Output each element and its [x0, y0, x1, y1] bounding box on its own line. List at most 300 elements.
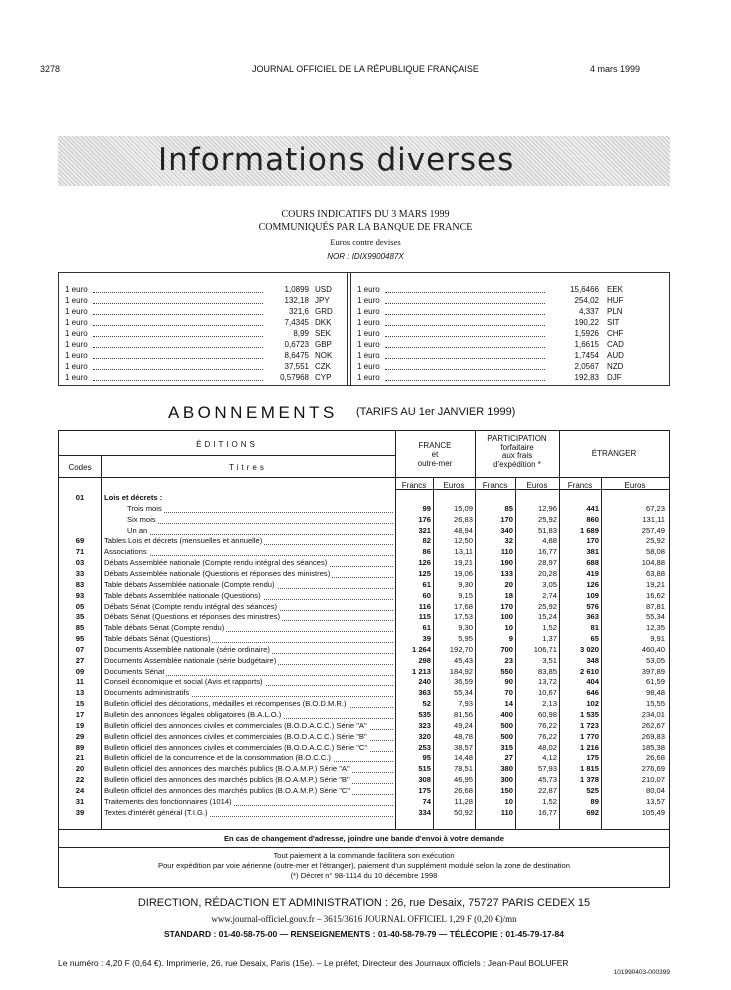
- dot-leader: [108, 555, 393, 556]
- footer: [58, 958, 670, 976]
- row-title: Un an: [127, 525, 148, 535]
- currency-code: PLN: [607, 307, 623, 316]
- price-pf: 550: [500, 666, 513, 676]
- rate-value: 7,4345: [284, 318, 309, 327]
- dot-leader: [93, 292, 263, 293]
- cours-subtitle: Euros contre devises: [330, 237, 401, 247]
- price-e: 48,78: [453, 731, 473, 741]
- dot-leader: [93, 336, 263, 337]
- row-title: Bulletin officiel des annonces civiles et commerciales (B.O.D.A.C.C.) Série "C": [104, 742, 368, 752]
- price-f: 99: [422, 503, 431, 513]
- price-xf: 363: [586, 612, 599, 622]
- price-e: 15,09: [453, 503, 473, 513]
- rate-label: 1 euro: [357, 351, 380, 360]
- row-title: Lois et décrets :: [104, 493, 163, 502]
- price-pf: 150: [500, 785, 513, 795]
- etranger-header: ÉTRANGER: [591, 449, 637, 458]
- journal-title: JOURNAL OFFICIEL DE LA RÉPUBLIQUE FRANÇAISE: [252, 64, 479, 74]
- dot-leader: [385, 358, 545, 359]
- price-xe: 210,07: [641, 775, 665, 785]
- price-e: 9,15: [458, 590, 473, 600]
- price-e: 78,51: [453, 764, 473, 774]
- price-xe: 19,21: [645, 579, 665, 589]
- price-e: 12,50: [453, 536, 473, 546]
- price-xe: 9,91: [650, 634, 665, 644]
- table-row: [59, 775, 669, 786]
- price-pf: 300: [500, 775, 513, 785]
- table-row: [59, 667, 669, 678]
- price-xf: 109: [586, 590, 599, 600]
- price-e: 14,48: [453, 753, 473, 763]
- price-e: 49,24: [453, 720, 473, 730]
- price-xe: 131,11: [642, 514, 665, 524]
- price-pf: 100: [500, 612, 513, 622]
- price-pe: 4,12: [542, 753, 557, 763]
- price-f: 82: [422, 536, 431, 546]
- table-row: [59, 699, 669, 710]
- table-row: [59, 786, 669, 797]
- rate-label: 1 euro: [357, 285, 380, 294]
- row-code: 24: [75, 785, 85, 795]
- price-xe: 26,68: [645, 753, 665, 763]
- euros-header: Euros: [624, 481, 646, 490]
- dot-leader: [385, 369, 545, 370]
- dot-leader: [93, 347, 263, 348]
- price-xf: 646: [586, 688, 599, 698]
- rate-label: 1 euro: [357, 373, 380, 382]
- row-title: Bulletin officiel des annonces des marchés publics (B.O.A.M.P.) Série "B": [104, 775, 350, 785]
- price-pe: 1,52: [542, 623, 557, 633]
- price-xe: 16,62: [645, 590, 665, 600]
- price-xf: 81: [590, 623, 599, 633]
- price-xe: 12,35: [645, 623, 665, 633]
- row-code: 93: [75, 590, 85, 600]
- price-e: 9,30: [458, 623, 473, 633]
- rate-row: [357, 373, 622, 384]
- table-row: [59, 612, 669, 623]
- price-pf: 32: [504, 536, 513, 546]
- editions-header: ÉDITIONS: [196, 440, 258, 449]
- price-xe: 15,55: [645, 699, 665, 709]
- row-code: 89: [75, 742, 85, 752]
- price-e: 19,21: [453, 558, 473, 568]
- price-f: 175: [418, 785, 431, 795]
- rate-value: 254,02: [574, 296, 599, 305]
- price-pf: 340: [500, 525, 513, 535]
- price-xf: 1 723: [579, 720, 599, 730]
- price-pf: 18: [504, 590, 513, 600]
- rate-row: [357, 296, 624, 307]
- rate-row: [65, 318, 332, 329]
- price-f: 86: [422, 547, 431, 557]
- price-pe: 51,83: [537, 525, 557, 535]
- price-pe: 22,87: [537, 785, 557, 795]
- codes-header: Codes: [68, 463, 92, 472]
- price-xf: 860: [586, 514, 599, 524]
- price-f: 308: [418, 775, 431, 785]
- price-e: 5,95: [458, 634, 473, 644]
- price-f: 116: [418, 601, 431, 611]
- price-pe: 13,72: [537, 677, 557, 687]
- rate-label: 1 euro: [65, 329, 88, 338]
- price-f: 1 264: [411, 644, 431, 654]
- price-f: 298: [418, 655, 431, 665]
- price-pf: 14: [504, 699, 513, 709]
- row-title: Table débats Assemblée nationale (Questions): [104, 590, 261, 600]
- price-f: 61: [422, 579, 431, 589]
- price-pe: 45,73: [537, 775, 557, 785]
- row-title: Trois mois: [127, 503, 162, 513]
- rate-value: 321,6: [288, 307, 309, 316]
- price-e: 48,94: [453, 525, 473, 535]
- price-xf: 1 815: [579, 764, 599, 774]
- price-xf: 688: [586, 558, 599, 568]
- dot-leader: [131, 512, 393, 513]
- table-row: [59, 536, 669, 547]
- section-banner: [58, 136, 670, 186]
- rate-value: 1,6615: [574, 340, 599, 349]
- dot-leader: [385, 303, 545, 304]
- row-code: 09: [75, 666, 85, 676]
- price-xf: 381: [586, 547, 599, 557]
- row-title: Bulletin des annonces légales obligatoires (B.A.L.O.): [104, 710, 282, 719]
- price-xf: 3 020: [579, 644, 599, 654]
- row-code: 27: [75, 655, 85, 665]
- price-xe: 25,92: [645, 536, 665, 546]
- price-e: 45,43: [453, 655, 473, 665]
- euros-header: Euros: [443, 481, 465, 490]
- rate-value: 37,551: [284, 362, 309, 371]
- price-pf: 85: [504, 503, 513, 513]
- rate-label: 1 euro: [65, 362, 88, 371]
- price-pf: 500: [500, 731, 513, 741]
- row-code: 21: [75, 753, 85, 763]
- rate-value: 8,6475: [284, 351, 309, 360]
- row-title: Table débats Sénat (Compte rendu): [104, 623, 225, 633]
- decret-note: (*) Décret n° 98-1114 du 10 décembre 1998: [290, 871, 438, 880]
- price-xe: 276,69: [641, 764, 665, 774]
- rate-label: 1 euro: [357, 307, 380, 316]
- price-f: 535: [418, 710, 431, 719]
- row-title: Bulletin officiel des annonces des marchés publics (B.O.A.M.P.) Série "A": [104, 764, 350, 774]
- row-code: 19: [75, 720, 85, 730]
- rate-label: 1 euro: [65, 307, 88, 316]
- rate-value: 8,99: [293, 329, 309, 338]
- price-xf: 1 770: [579, 731, 599, 741]
- dot-leader: [93, 380, 263, 381]
- row-title: Traitements des fonctionnaires (1014): [104, 796, 232, 806]
- price-f: 74: [422, 796, 431, 806]
- rate-row: [65, 362, 331, 373]
- price-xf: 1 216: [579, 742, 599, 752]
- price-e: 192,70: [449, 644, 473, 654]
- price-xf: 1 535: [579, 710, 599, 719]
- row-title: Table débats Assemblée nationale (Compte rendu): [104, 579, 275, 589]
- price-pf: 500: [500, 720, 513, 730]
- row-code: 01: [75, 493, 85, 502]
- row-code: 20: [75, 764, 85, 774]
- row-title: Six mois: [127, 514, 156, 524]
- direction-web: www.journal-officiel.gouv.fr – 3615/3616 JOURNAL OFFICIEL 1,29 F (0,20 €)/mn: [211, 914, 517, 924]
- rate-row: [357, 351, 624, 362]
- price-pf: 315: [500, 742, 513, 752]
- nor-reference: NOR : IDIX9900487X: [327, 252, 404, 261]
- currency-code: CZK: [315, 362, 331, 371]
- price-pe: 28,97: [537, 558, 557, 568]
- price-f: 52: [422, 699, 431, 709]
- rate-value: 2,0567: [574, 362, 599, 371]
- row-title: Textes d'intérêt général (T.I.G.): [104, 807, 208, 817]
- rate-label: 1 euro: [65, 318, 88, 327]
- rate-value: 132,18: [284, 296, 309, 305]
- issue-date: 4 mars 1999: [590, 64, 641, 74]
- row-code: 29: [75, 731, 85, 741]
- table-row: [59, 753, 669, 764]
- air-shipping-note: Pour expédition par voie aérienne (outre-mer et l'étranger), paiement d'un supplément modulé selon la zone de destination: [158, 861, 570, 870]
- price-xf: 89: [590, 796, 599, 806]
- price-e: 184,92: [449, 666, 473, 676]
- currency-code: CAD: [607, 340, 624, 349]
- row-code: 85: [75, 623, 85, 633]
- subscription-table: [58, 430, 670, 830]
- price-xf: 1 378: [579, 775, 599, 785]
- francs-header: Francs: [567, 481, 593, 490]
- currency-code: JPY: [315, 296, 330, 305]
- dot-leader: [93, 314, 263, 315]
- rate-value: 190,22: [574, 318, 599, 327]
- row-title: Bulletin officiel des annonces civiles et commerciales (B.O.D.A.C.C.) Série "B": [104, 731, 367, 741]
- row-title: Bulletin officiel des annonces civiles et commerciales (B.O.D.A.C.C.) Série "A": [104, 720, 367, 730]
- row-title: Débats Sénat (Questions et réponses des ministres): [104, 612, 281, 622]
- price-xf: 2 610: [579, 666, 599, 676]
- table-row: [59, 493, 669, 504]
- row-title: Conseil économique et social (Avis et rapports): [104, 677, 263, 687]
- footer-text: Le numéro : 4,20 F (0,64 €). Imprimerie, 26, rue Desaix, Paris (15e). – Le préfet, Directeur des Journaux officiels : Jean-Paul BOLUFER: [58, 958, 569, 968]
- price-e: 7,93: [458, 699, 473, 709]
- price-xf: 525: [586, 785, 599, 795]
- table-row: [59, 569, 669, 580]
- dot-leader: [385, 380, 545, 381]
- price-pe: 3,05: [542, 579, 557, 589]
- row-title: Table débats Sénat (Questions): [104, 634, 211, 644]
- rate-row: [357, 340, 624, 351]
- table-row: [59, 526, 669, 537]
- francs-header: Francs: [401, 481, 427, 490]
- row-title: Débats Sénat (Compte rendu intégral des séances): [104, 601, 278, 611]
- row-code: 31: [75, 796, 85, 806]
- price-e: 17,53: [453, 612, 473, 622]
- price-xf: 419: [586, 568, 599, 578]
- france-header: FRANCE et outre-mer: [417, 441, 453, 468]
- table-row: [59, 558, 669, 569]
- dot-leader: [93, 358, 263, 359]
- price-pe: 83,85: [537, 666, 557, 676]
- rate-row: [65, 307, 333, 318]
- price-pe: 1,37: [542, 634, 557, 644]
- price-f: 515: [418, 764, 431, 774]
- footer-ref: 101990403-000399: [613, 969, 670, 976]
- dot-leader: [93, 325, 263, 326]
- price-xe: 269,83: [641, 731, 665, 741]
- rate-label: 1 euro: [357, 318, 380, 327]
- row-code: 11: [75, 677, 85, 687]
- currency-code: NOK: [315, 351, 333, 360]
- row-title: Documents Assemblée nationale (série budgétaire): [104, 655, 277, 665]
- price-pf: 133: [500, 568, 513, 578]
- dot-leader: [385, 314, 545, 315]
- price-pe: 2,13: [542, 699, 557, 709]
- direction-block: [58, 897, 670, 939]
- price-xf: 170: [586, 536, 599, 546]
- price-xe: 87,81: [645, 601, 665, 611]
- price-f: 125: [418, 568, 431, 578]
- table-row: [59, 764, 669, 775]
- rate-label: 1 euro: [65, 296, 88, 305]
- price-pf: 20: [504, 579, 513, 589]
- price-pe: 57,93: [537, 764, 557, 774]
- rate-value: 0,6723: [284, 340, 309, 349]
- cours-title: COURS INDICATIFS DU 3 MARS 1999: [281, 209, 450, 220]
- price-f: 115: [418, 612, 431, 622]
- price-pf: 700: [500, 644, 513, 654]
- price-pe: 76,22: [537, 731, 557, 741]
- dot-leader: [385, 325, 545, 326]
- price-e: 13,11: [454, 547, 473, 557]
- price-f: 334: [418, 807, 431, 817]
- row-code: 35: [75, 612, 85, 622]
- price-xe: 234,01: [641, 710, 665, 719]
- row-code: 83: [75, 579, 85, 589]
- currency-code: USD: [315, 285, 332, 294]
- rate-label: 1 euro: [65, 351, 88, 360]
- rate-value: 4,337: [578, 307, 599, 316]
- price-pe: 3,51: [542, 655, 557, 665]
- price-f: 126: [418, 558, 431, 568]
- rate-label: 1 euro: [357, 296, 380, 305]
- dot-leader: [93, 369, 263, 370]
- row-code: 22: [75, 775, 85, 785]
- price-xe: 80,04: [645, 785, 665, 795]
- euros-header: Euros: [526, 481, 548, 490]
- price-f: 176: [418, 514, 431, 524]
- section-title: Informations diverses: [158, 142, 515, 178]
- table-row: [59, 547, 669, 558]
- row-code: 15: [75, 699, 85, 709]
- price-pf: 9: [508, 634, 513, 644]
- price-pf: 170: [500, 601, 513, 611]
- table-row: [59, 721, 669, 732]
- table-row: [59, 580, 669, 591]
- price-xe: 397,89: [641, 666, 665, 676]
- price-xf: 1 689: [579, 525, 599, 535]
- price-pe: 25,92: [537, 514, 557, 524]
- price-xe: 105,49: [641, 807, 665, 817]
- row-code: 69: [75, 536, 85, 546]
- price-xe: 257,49: [641, 525, 665, 535]
- price-xe: 67,23: [645, 503, 665, 513]
- titres-header: Titres: [229, 463, 267, 472]
- table-row: [59, 677, 669, 688]
- exchange-rates-box: [58, 272, 670, 386]
- direction-phones: STANDARD : 01-40-58-75-00 — RENSEIGNEMENTS : 01-40-58-79-79 — TÉLÉCOPIE : 01-45-79-17-84: [164, 929, 564, 939]
- price-e: 26,68: [453, 785, 473, 795]
- price-pe: 10,67: [537, 688, 557, 698]
- row-code: 17: [75, 710, 85, 719]
- row-title: Bulletin officiel des décorations, médailles et récompenses (B.O.D.M.R.): [104, 699, 347, 709]
- rate-row: [357, 285, 624, 296]
- rate-row: [65, 351, 333, 362]
- currency-code: HUF: [607, 296, 624, 305]
- currency-code: EEK: [607, 285, 624, 294]
- price-xe: 58,08: [645, 547, 665, 557]
- row-code: 03: [75, 558, 85, 568]
- price-xe: 98,48: [645, 688, 665, 698]
- dot-leader: [131, 523, 393, 524]
- price-pe: 15,24: [537, 612, 557, 622]
- row-title: Bulletin officiel des annonces des marchés publics (B.O.A.M.P.) Série "C": [104, 785, 351, 795]
- currency-code: DJF: [607, 373, 622, 382]
- price-xf: 692: [586, 807, 599, 817]
- abonnements-title: ABONNEMENTS: [168, 403, 338, 422]
- row-code: 05: [75, 601, 85, 611]
- price-pf: 70: [504, 688, 513, 698]
- dot-leader: [385, 347, 545, 348]
- rate-row: [357, 307, 623, 318]
- row-title: Débats Assemblée nationale (Compte rendu intégral des séances): [104, 558, 328, 568]
- currency-code: CYP: [315, 373, 332, 382]
- row-code: 13: [75, 688, 85, 698]
- rate-value: 1,0899: [284, 285, 309, 294]
- row-title: Débats Assemblée nationale (Questions et réponses des ministres): [104, 568, 331, 578]
- rate-value: 0,57968: [280, 373, 309, 382]
- currency-code: SEK: [315, 329, 332, 338]
- rate-value: 1,7454: [574, 351, 599, 360]
- price-e: 11,28: [454, 796, 473, 806]
- price-xe: 460,40: [641, 644, 665, 654]
- row-code: 95: [75, 634, 85, 644]
- table-row: [59, 732, 669, 743]
- table-row: [59, 623, 669, 634]
- price-pf: 10: [504, 623, 513, 633]
- rate-row: [65, 296, 330, 307]
- payment-note: Tout paiement à la commande facilitera son exécution: [273, 851, 455, 860]
- rate-label: 1 euro: [65, 340, 88, 349]
- price-pe: 25,92: [537, 601, 557, 611]
- price-f: 39: [422, 634, 431, 644]
- price-e: 17,68: [453, 601, 473, 611]
- table-row: [59, 504, 669, 515]
- price-xf: 441: [586, 503, 599, 513]
- price-f: 61: [422, 623, 431, 633]
- price-e: 19,06: [453, 568, 473, 578]
- table-row: [59, 743, 669, 754]
- price-f: 363: [418, 688, 431, 698]
- price-xf: 576: [586, 601, 599, 611]
- price-pe: 16,77: [537, 807, 557, 817]
- price-xe: 13,57: [645, 796, 665, 806]
- currency-code: CHF: [607, 329, 624, 338]
- price-f: 95: [422, 753, 431, 763]
- currency-code: GBP: [315, 340, 332, 349]
- row-title: Tables Lois et décrets (mensuelles et annuelle): [104, 536, 263, 546]
- price-pe: 1,52: [542, 796, 557, 806]
- currency-code: NZD: [607, 362, 624, 371]
- price-pe: 106,71: [533, 644, 557, 654]
- cours-source: COMMUNIQUÉS PAR LA BANQUE DE FRANCE: [258, 222, 473, 233]
- price-f: 320: [418, 731, 431, 741]
- dot-leader: [385, 292, 545, 293]
- price-xf: 65: [590, 634, 599, 644]
